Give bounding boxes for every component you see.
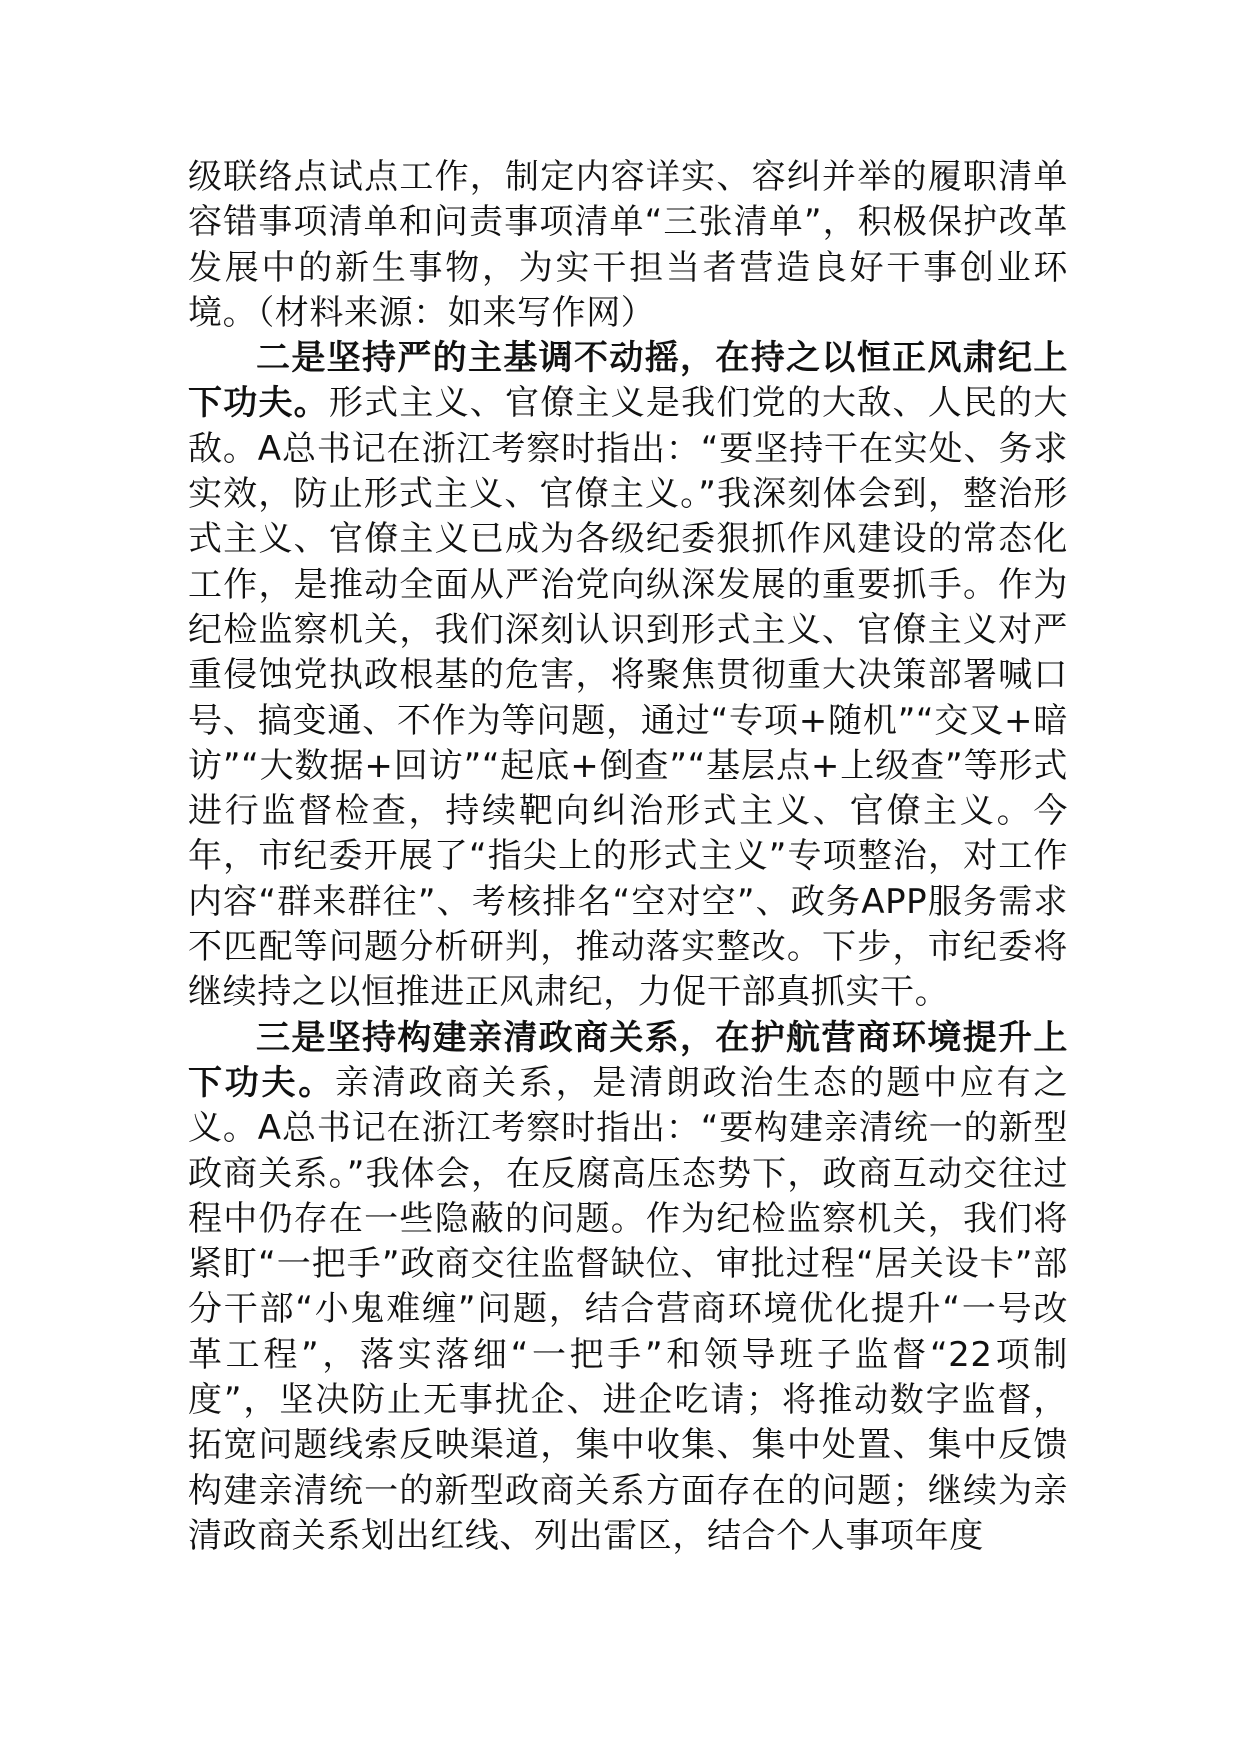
paragraph-3-lead: 三是坚持构建亲清政商关系，在护航营商环境提升上下功夫。: [188, 1017, 1068, 1103]
paragraph-2-text: 形式主义、官僚主义是我们党的大敌、人民的大敌。A总书记在浙江考察时指出：“要坚持干在实处、务求实效，防止形式主义、官僚主义。”我深刻体会到，整治形式主义、官僚主义已成为各级纪委狠抓作风建设的常态化工作，是推动全面从严治党向纵深发展的重要抓手。作为纪检监察机关，我们深刻认识到形式主义、官僚主义对严重侵蚀党执政根基的危害，将聚焦贯彻重大决策部署喊口号、搞变通、不作为等问题，通过“专项+随机”“交叉+暗访”“大数据+回访”“起底+倒查”“基层点+上级查”等形式进行监督检查，持续靶向纠治形式主义、官僚主义。今年，市纪委开展了“指尖上的形式主义”专项整治，对工作内容“群来群往”、考核排名“空对空”、政务APP服务需求不匹配等问题分析研判，推动落实整改。下步，市纪委将继续持之以恒推进正风肃纪，力促干部真抓实干。: [188, 383, 1068, 1013]
document-page: [188, 155, 1068, 1559]
paragraph-3-text: 亲清政商关系，是清朗政治生态的题中应有之义。A总书记在浙江考察时指出：“要构建亲清统一的新型政商关系。”我体会，在反腐高压态势下，政商互动交往过程中仍存在一些隐蔽的问题。作为纪检监察机关，我们将紧盯“一把手”政商交往监督缺位、审批过程“居关设卡”部分干部“小鬼难缠”问题，结合营商环境优化提升“一号改革工程”，落实落细“一把手”和领导班子监督“22项制度”，坚决防止无事扰企、进企吃请；将推动数字监督，拓宽问题线索反映渠道，集中收集、集中处置、集中反馈构建亲清统一的新型政商关系方面存在的问题；继续为亲清政商关系划出红线、列出雷区，结合个人事项年度: [188, 1062, 1068, 1556]
paragraph-1-text: 级联络点试点工作，制定内容详实、容纠并举的履职清单容错事项清单和问责事项清单“三张清单”，积极保护改革发展中的新生事物，为实干担当者营造良好干事创业环境。（材料来源：如来写作网）: [188, 157, 1068, 333]
paragraph-2-lead: 二是坚持严的主基调不动摇，在持之以恒正风肃纪上下功夫。: [188, 338, 1068, 424]
paragraph-2: [188, 336, 1068, 1015]
paragraph-1: [188, 155, 1068, 336]
paragraph-3: [188, 1016, 1068, 1560]
